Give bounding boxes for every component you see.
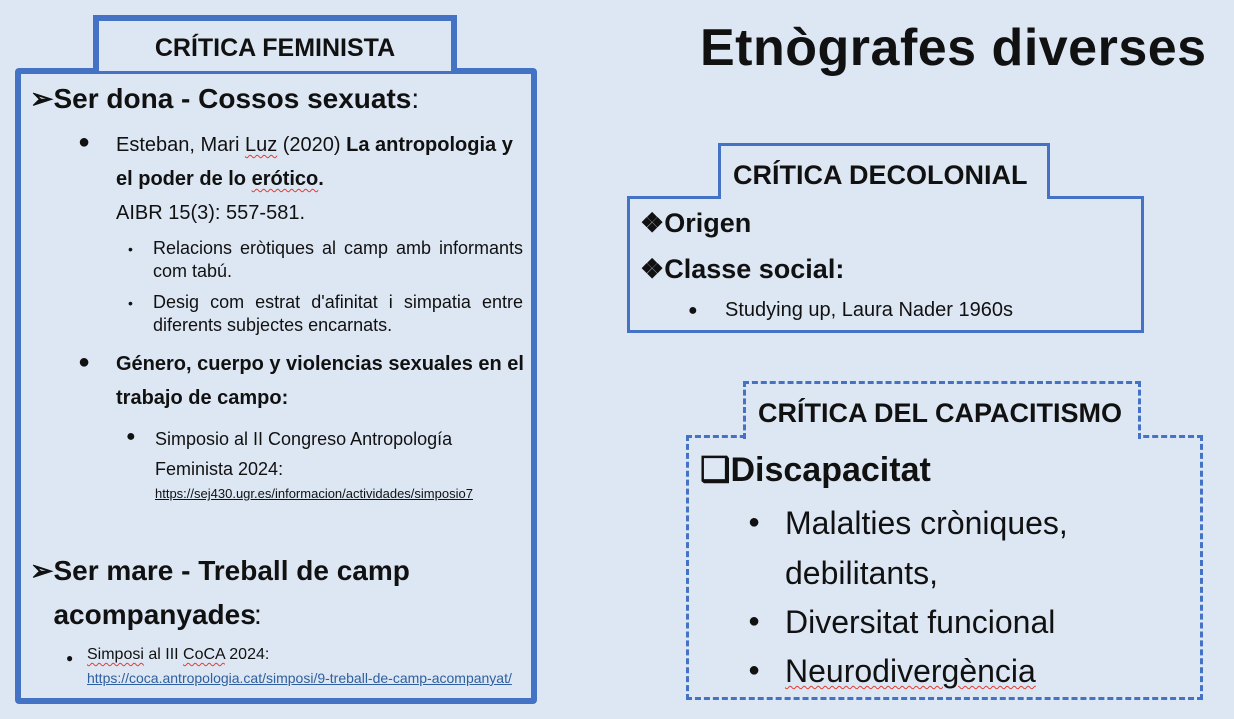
sub-item-relacions: Relacions eròtiques al camp amb informants com tabú. (153, 238, 523, 281)
decolonial-critique-tab: CRÍTICA DECOLONIAL (718, 143, 1050, 199)
bullet-icon: ● (126, 428, 136, 445)
decolonial-item-classe: ❖Classe social: (640, 254, 845, 284)
capacitism-critique-tab: CRÍTICA DEL CAPACITISMO (743, 381, 1141, 439)
feminist-critique-tab: CRÍTICA FEMINISTA (93, 15, 457, 71)
bullet-icon: ● (748, 610, 761, 632)
section-heading-ser-mare: ➢Ser mare - Treball de camp acompanyades (30, 555, 410, 630)
decolonial-item-origen: ❖Origen (640, 208, 752, 238)
capacitism-item-debilitants: debilitants, (785, 555, 938, 591)
capacitism-heading: ❑Discapacitat (700, 451, 931, 489)
bullet-icon: ● (688, 302, 698, 319)
decolonial-sub-item: Studying up, Laura Nader 1960s (725, 299, 1013, 321)
capacitism-item-malalties: Malalties cròniques, (785, 505, 1068, 541)
page-title: Etnògrafes diverses (700, 19, 1207, 77)
reference-esteban: Esteban, Mari Luz (2020) La antropologia y el poder de lo erótico. AIBR 15(3): 557-581. (116, 134, 513, 224)
bullet-icon: • (128, 241, 133, 257)
simposio-text: Simposio al II Congreso Antropología Feminista 2024: (155, 429, 453, 479)
arrow-bullet-icon: ➢ (30, 555, 54, 586)
bullet-icon: ● (78, 351, 91, 373)
bullet-icon: ● (748, 659, 761, 681)
diamond-bullet-icon: ❖ (640, 208, 665, 238)
sub-item-desig: Desig com estrat d'afinitat i simpatia entre diferents subjectes encarnats. (153, 292, 523, 335)
item-genero-cuerpo: Género, cuerpo y violencias sexuales en el trabajo de campo: (116, 353, 524, 409)
bullet-icon: ● (78, 131, 91, 153)
arrow-bullet-icon: ➢ (30, 83, 54, 114)
capacitism-item-diversitat: Diversitat funcional (785, 604, 1056, 640)
bullet-icon: • (128, 295, 133, 311)
diamond-bullet-icon: ❖ (640, 254, 665, 284)
capacitism-item-neurodivergencia: Neurodivergència (785, 653, 1036, 689)
simposio-link[interactable]: https://sej430.ugr.es/informacion/actividades/simposio7 (155, 486, 473, 501)
bullet-icon: ● (66, 651, 74, 665)
checkbox-bullet-icon: ❑ (700, 451, 731, 489)
simposi-coca-text: Simposi al III CoCA 2024: (87, 646, 270, 663)
coca-link[interactable]: https://coca.antropologia.cat/simposi/9-treball-de-camp-acompanyat/ (87, 670, 512, 686)
bullet-icon: ● (748, 511, 761, 533)
section-heading-ser-dona: ➢Ser dona - Cossos sexuats: (30, 83, 420, 114)
